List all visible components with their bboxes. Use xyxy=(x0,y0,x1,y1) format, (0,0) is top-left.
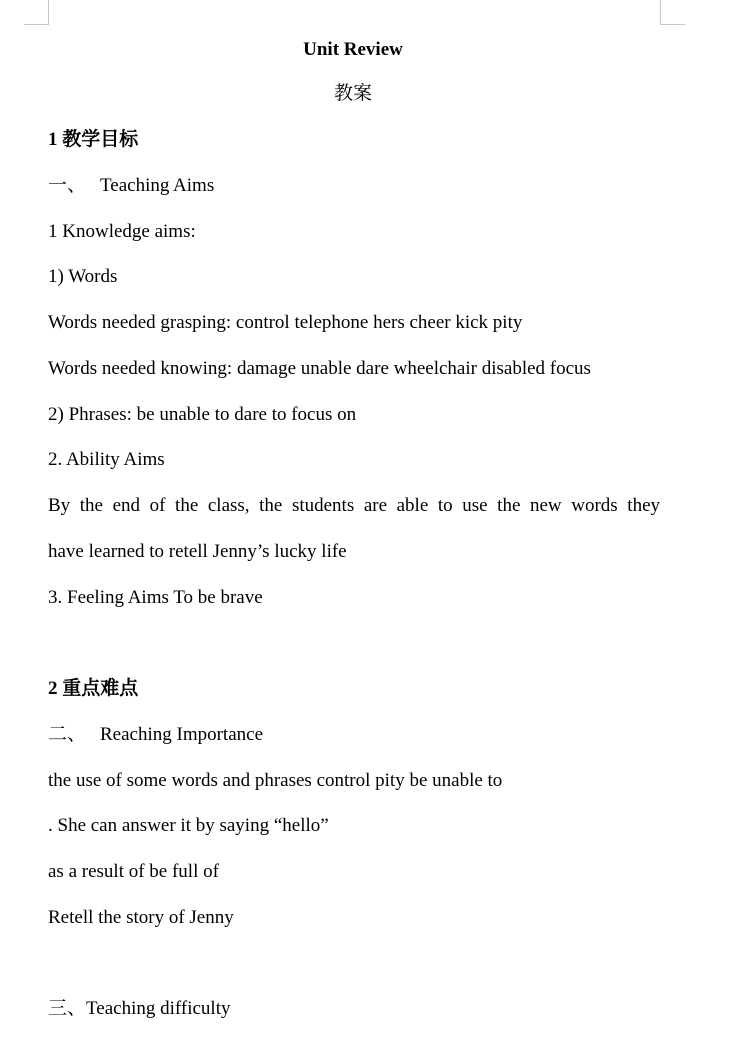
list-marker: 二、 xyxy=(48,724,87,745)
list-item-teaching-difficulty xyxy=(48,997,230,1021)
phrases-line: 2) Phrases: be unable to dare to focus on xyxy=(48,404,357,425)
importance-text-line-2: . She can answer it by saying “hello” xyxy=(48,815,329,836)
feeling-aims-line: 3. Feeling Aims To be brave xyxy=(48,587,263,608)
crop-mark-top-right xyxy=(660,0,685,25)
document-title: Unit Review xyxy=(303,39,403,60)
list-item-reaching-importance xyxy=(48,723,263,747)
words-knowing-line: Words needed knowing: damage unable dare wheelchair disabled focus xyxy=(48,358,591,379)
list-item-text: Teaching Aims xyxy=(100,175,215,196)
section-heading-teaching-aims: 1 教学目标 xyxy=(48,129,139,150)
section-heading-key-points: 2 重点难点 xyxy=(48,678,139,699)
list-marker: 一、 xyxy=(48,175,87,196)
list-marker: 三、 xyxy=(48,998,87,1019)
list-item-text: Teaching difficulty xyxy=(86,998,231,1019)
importance-text-line-4: Retell the story of Jenny xyxy=(48,907,234,928)
list-item-teaching-aims xyxy=(48,174,214,198)
importance-text-line-1: the use of some words and phrases control pity be unable to xyxy=(48,770,503,791)
words-label: 1) Words xyxy=(48,266,118,287)
document-subtitle: 教案 xyxy=(333,83,372,104)
importance-text-line-3: as a result of be full of xyxy=(48,861,219,882)
ability-aims-label: 2. Ability Aims xyxy=(48,449,165,470)
crop-mark-top-left xyxy=(24,0,49,25)
ability-aims-text-line-1: By the end of the class, the students are able to use the new words they xyxy=(48,495,660,516)
words-grasping-line: Words needed grasping: control telephone hers cheer kick pity xyxy=(48,312,523,333)
list-item-text: Reaching Importance xyxy=(100,724,264,745)
ability-aims-text-line-2: have learned to retell Jenny’s lucky life xyxy=(48,541,347,562)
knowledge-aims-label: 1 Knowledge aims: xyxy=(48,221,196,242)
